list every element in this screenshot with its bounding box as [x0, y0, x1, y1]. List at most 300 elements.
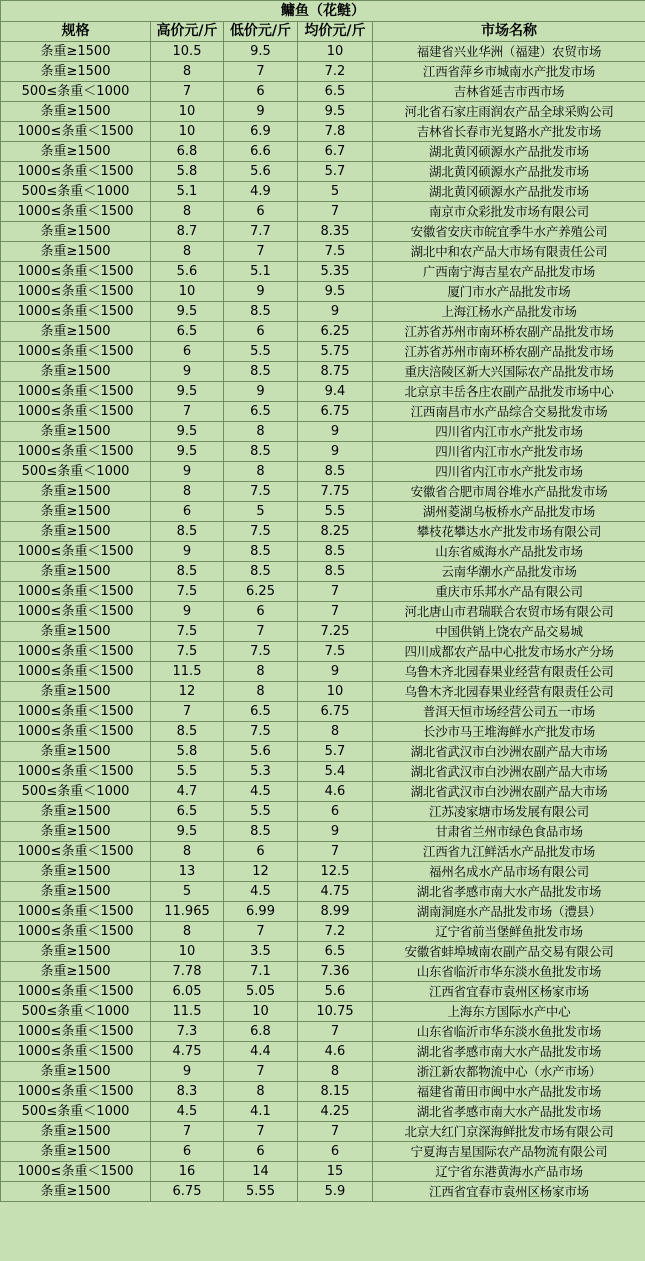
cell-high-price: 10 — [151, 282, 224, 302]
table-title: 鳙鱼（花鲢） — [1, 1, 645, 22]
cell-avg-price: 6.5 — [298, 82, 373, 102]
cell-market-name: 江苏省苏州市南环桥农副产品批发市场 — [373, 342, 645, 362]
cell-market-name: 浙江新农都物流中心（水产市场） — [373, 1062, 645, 1082]
cell-spec: 1000≤条重＜1500 — [1, 162, 151, 182]
table-row — [1, 942, 645, 962]
table-row — [1, 142, 645, 162]
table-row — [1, 642, 645, 662]
cell-avg-price: 9.5 — [298, 102, 373, 122]
table-row — [1, 42, 645, 62]
table-row — [1, 702, 645, 722]
cell-avg-price: 7.36 — [298, 962, 373, 982]
cell-avg-price: 7.2 — [298, 922, 373, 942]
cell-low-price: 4.5 — [224, 782, 298, 802]
table-row — [1, 822, 645, 842]
cell-market-name: 湖北黄冈硕源水产品批发市场 — [373, 142, 645, 162]
cell-high-price: 5.8 — [151, 742, 224, 762]
table-row — [1, 362, 645, 382]
table-row — [1, 1142, 645, 1162]
cell-market-name: 江苏凌家塘市场发展有限公司 — [373, 802, 645, 822]
table-row — [1, 1042, 645, 1062]
table-row — [1, 1162, 645, 1182]
table-row — [1, 562, 645, 582]
title-row — [1, 1, 645, 22]
cell-avg-price: 7 — [298, 1122, 373, 1142]
table-row — [1, 542, 645, 562]
cell-market-name: 吉林省延吉市西市场 — [373, 82, 645, 102]
cell-market-name: 安徽省蚌埠城南农副产品交易有限公司 — [373, 942, 645, 962]
cell-market-name: 攀枝花攀达水产批发市场有限公司 — [373, 522, 645, 542]
table-row — [1, 322, 645, 342]
cell-spec: 1000≤条重＜1500 — [1, 122, 151, 142]
header-market-name: 市场名称 — [373, 22, 645, 42]
cell-market-name: 湖州菱湖乌板桥水产品批发市场 — [373, 502, 645, 522]
cell-low-price: 8.5 — [224, 362, 298, 382]
cell-avg-price: 7 — [298, 1022, 373, 1042]
table-row — [1, 1082, 645, 1102]
header-high-price: 高价元/斤 — [151, 22, 224, 42]
cell-low-price: 9 — [224, 282, 298, 302]
cell-low-price: 7 — [224, 622, 298, 642]
cell-spec: 条重≥1500 — [1, 822, 151, 842]
cell-high-price: 5.1 — [151, 182, 224, 202]
cell-low-price: 4.9 — [224, 182, 298, 202]
cell-avg-price: 7.75 — [298, 482, 373, 502]
cell-low-price: 3.5 — [224, 942, 298, 962]
cell-low-price: 7 — [224, 922, 298, 942]
cell-market-name: 江西省宜春市袁州区杨家市场 — [373, 1182, 645, 1202]
cell-avg-price: 5.9 — [298, 1182, 373, 1202]
cell-high-price: 13 — [151, 862, 224, 882]
cell-avg-price: 6.75 — [298, 402, 373, 422]
header-low-price: 低价元/斤 — [224, 22, 298, 42]
cell-high-price: 7 — [151, 402, 224, 422]
cell-market-name: 吉林省长春市光复路水产批发市场 — [373, 122, 645, 142]
cell-low-price: 8 — [224, 462, 298, 482]
cell-high-price: 6.8 — [151, 142, 224, 162]
table-body — [1, 42, 645, 1202]
cell-avg-price: 8.5 — [298, 462, 373, 482]
cell-avg-price: 9 — [298, 302, 373, 322]
cell-high-price: 9 — [151, 542, 224, 562]
table-row — [1, 1182, 645, 1202]
cell-avg-price: 6.5 — [298, 942, 373, 962]
cell-low-price: 5.1 — [224, 262, 298, 282]
cell-low-price: 8 — [224, 662, 298, 682]
cell-spec: 条重≥1500 — [1, 362, 151, 382]
cell-market-name: 江西南昌市水产品综合交易批发市场 — [373, 402, 645, 422]
cell-avg-price: 9.4 — [298, 382, 373, 402]
cell-spec: 条重≥1500 — [1, 962, 151, 982]
table-row — [1, 682, 645, 702]
cell-low-price: 6.5 — [224, 402, 298, 422]
cell-low-price: 5 — [224, 502, 298, 522]
table-row — [1, 342, 645, 362]
table-row — [1, 1022, 645, 1042]
header-row — [1, 22, 645, 42]
cell-low-price: 9.5 — [224, 42, 298, 62]
cell-low-price: 7.5 — [224, 642, 298, 662]
cell-spec: 500≤条重＜1000 — [1, 1002, 151, 1022]
cell-spec: 条重≥1500 — [1, 562, 151, 582]
cell-market-name: 福州名成水产品市场有限公司 — [373, 862, 645, 882]
table-row — [1, 762, 645, 782]
cell-spec: 500≤条重＜1000 — [1, 1102, 151, 1122]
cell-avg-price: 9 — [298, 442, 373, 462]
cell-market-name: 江苏省苏州市南环桥农副产品批发市场 — [373, 322, 645, 342]
cell-low-price: 7 — [224, 1122, 298, 1142]
cell-low-price: 9 — [224, 382, 298, 402]
cell-spec: 条重≥1500 — [1, 1142, 151, 1162]
table-row — [1, 622, 645, 642]
cell-high-price: 10 — [151, 942, 224, 962]
cell-market-name: 云南华潮水产品批发市场 — [373, 562, 645, 582]
cell-high-price: 6.5 — [151, 322, 224, 342]
cell-low-price: 5.5 — [224, 342, 298, 362]
cell-high-price: 5.8 — [151, 162, 224, 182]
cell-spec: 1000≤条重＜1500 — [1, 842, 151, 862]
cell-spec: 1000≤条重＜1500 — [1, 702, 151, 722]
cell-market-name: 重庆市乐邦水产品有限公司 — [373, 582, 645, 602]
cell-avg-price: 7.25 — [298, 622, 373, 642]
cell-market-name: 山东省威海水产品批发市场 — [373, 542, 645, 562]
cell-spec: 条重≥1500 — [1, 222, 151, 242]
cell-spec: 1000≤条重＜1500 — [1, 922, 151, 942]
cell-spec: 500≤条重＜1000 — [1, 462, 151, 482]
cell-market-name: 湖北省武汉市白沙洲农副产品大市场 — [373, 782, 645, 802]
table-row — [1, 802, 645, 822]
cell-market-name: 南京市众彩批发市场有限公司 — [373, 202, 645, 222]
cell-low-price: 6.8 — [224, 1022, 298, 1042]
cell-high-price: 6.75 — [151, 1182, 224, 1202]
table-row — [1, 662, 645, 682]
cell-avg-price: 9 — [298, 422, 373, 442]
cell-market-name: 上海江杨水产品批发市场 — [373, 302, 645, 322]
cell-low-price: 14 — [224, 1162, 298, 1182]
cell-low-price: 7 — [224, 62, 298, 82]
cell-low-price: 6.9 — [224, 122, 298, 142]
cell-avg-price: 5.7 — [298, 162, 373, 182]
cell-low-price: 6.5 — [224, 702, 298, 722]
cell-market-name: 安徽省安庆市皖宜季牛水产养殖公司 — [373, 222, 645, 242]
cell-market-name: 江西省宜春市袁州区杨家市场 — [373, 982, 645, 1002]
cell-spec: 1000≤条重＜1500 — [1, 602, 151, 622]
cell-market-name: 湖北省孝感市南大水产品批发市场 — [373, 1042, 645, 1062]
cell-high-price: 7.5 — [151, 582, 224, 602]
cell-low-price: 7.5 — [224, 722, 298, 742]
cell-low-price: 7 — [224, 1062, 298, 1082]
cell-avg-price: 5.7 — [298, 742, 373, 762]
cell-market-name: 广西南宁海吉星农产品批发市场 — [373, 262, 645, 282]
cell-market-name: 四川省内江市水产批发市场 — [373, 442, 645, 462]
cell-avg-price: 5.6 — [298, 982, 373, 1002]
cell-market-name: 湖北黄冈硕源水产品批发市场 — [373, 162, 645, 182]
cell-low-price: 8.5 — [224, 442, 298, 462]
cell-high-price: 11.965 — [151, 902, 224, 922]
cell-spec: 1000≤条重＜1500 — [1, 282, 151, 302]
table-row — [1, 1062, 645, 1082]
cell-low-price: 8.5 — [224, 302, 298, 322]
cell-avg-price: 10.75 — [298, 1002, 373, 1022]
table-row — [1, 502, 645, 522]
cell-high-price: 8 — [151, 62, 224, 82]
table-row — [1, 1122, 645, 1142]
table-row — [1, 302, 645, 322]
cell-spec: 1000≤条重＜1500 — [1, 1042, 151, 1062]
cell-avg-price: 4.25 — [298, 1102, 373, 1122]
cell-market-name: 湖北省武汉市白沙洲农副产品大市场 — [373, 742, 645, 762]
header-spec: 规格 — [1, 22, 151, 42]
cell-market-name: 乌鲁木齐北园春果业经营有限责任公司 — [373, 662, 645, 682]
cell-market-name: 山东省临沂市华东淡水鱼批发市场 — [373, 1022, 645, 1042]
cell-low-price: 4.4 — [224, 1042, 298, 1062]
cell-avg-price: 8 — [298, 1062, 373, 1082]
cell-market-name: 湖北省武汉市白沙洲农副产品大市场 — [373, 762, 645, 782]
cell-market-name: 江西省九江鲜活水产品批发市场 — [373, 842, 645, 862]
cell-low-price: 5.55 — [224, 1182, 298, 1202]
cell-high-price: 6.5 — [151, 802, 224, 822]
cell-high-price: 8.5 — [151, 522, 224, 542]
cell-high-price: 7 — [151, 702, 224, 722]
cell-spec: 条重≥1500 — [1, 682, 151, 702]
cell-low-price: 7.1 — [224, 962, 298, 982]
cell-low-price: 6 — [224, 322, 298, 342]
cell-market-name: 湖北黄冈硕源水产品批发市场 — [373, 182, 645, 202]
cell-spec: 1000≤条重＜1500 — [1, 542, 151, 562]
cell-low-price: 6 — [224, 82, 298, 102]
cell-avg-price: 6.7 — [298, 142, 373, 162]
cell-low-price: 8 — [224, 422, 298, 442]
table-row — [1, 462, 645, 482]
cell-market-name: 湖北省孝感市南大水产品批发市场 — [373, 882, 645, 902]
table-row — [1, 782, 645, 802]
table-row — [1, 842, 645, 862]
cell-spec: 条重≥1500 — [1, 242, 151, 262]
cell-high-price: 8.5 — [151, 562, 224, 582]
cell-low-price: 5.6 — [224, 742, 298, 762]
cell-market-name: 普洱天恒市场经营公司五一市场 — [373, 702, 645, 722]
cell-avg-price: 9.5 — [298, 282, 373, 302]
cell-high-price: 11.5 — [151, 1002, 224, 1022]
cell-high-price: 9.5 — [151, 382, 224, 402]
cell-spec: 500≤条重＜1000 — [1, 182, 151, 202]
cell-avg-price: 8.99 — [298, 902, 373, 922]
cell-low-price: 8.5 — [224, 822, 298, 842]
cell-low-price: 4.5 — [224, 882, 298, 902]
cell-high-price: 9 — [151, 1062, 224, 1082]
cell-market-name: 江西省萍乡市城南水产批发市场 — [373, 62, 645, 82]
cell-market-name: 河北省石家庄雨润农产品全球采购公司 — [373, 102, 645, 122]
cell-low-price: 5.05 — [224, 982, 298, 1002]
table-row — [1, 162, 645, 182]
cell-low-price: 7.5 — [224, 522, 298, 542]
cell-low-price: 7.5 — [224, 482, 298, 502]
cell-spec: 1000≤条重＜1500 — [1, 302, 151, 322]
cell-spec: 条重≥1500 — [1, 742, 151, 762]
cell-avg-price: 8 — [298, 722, 373, 742]
cell-spec: 条重≥1500 — [1, 102, 151, 122]
table-row — [1, 282, 645, 302]
cell-high-price: 7 — [151, 82, 224, 102]
cell-spec: 1000≤条重＜1500 — [1, 582, 151, 602]
cell-market-name: 北京大红门京深海鲜批发市场有限公司 — [373, 1122, 645, 1142]
cell-avg-price: 15 — [298, 1162, 373, 1182]
cell-low-price: 6 — [224, 842, 298, 862]
cell-market-name: 辽宁省东港黄海水产品市场 — [373, 1162, 645, 1182]
cell-market-name: 中国供销上饶农产品交易城 — [373, 622, 645, 642]
cell-market-name: 上海东方国际水产中心 — [373, 1002, 645, 1022]
cell-high-price: 8.7 — [151, 222, 224, 242]
cell-high-price: 9.5 — [151, 442, 224, 462]
table-row — [1, 602, 645, 622]
cell-high-price: 16 — [151, 1162, 224, 1182]
cell-low-price: 6.99 — [224, 902, 298, 922]
cell-high-price: 4.75 — [151, 1042, 224, 1062]
table-row — [1, 582, 645, 602]
table-row — [1, 182, 645, 202]
cell-high-price: 5.5 — [151, 762, 224, 782]
cell-low-price: 5.3 — [224, 762, 298, 782]
cell-market-name: 四川省内江市水产批发市场 — [373, 422, 645, 442]
cell-low-price: 6 — [224, 1142, 298, 1162]
cell-market-name: 乌鲁木齐北园春果业经营有限责任公司 — [373, 682, 645, 702]
cell-low-price: 4.1 — [224, 1102, 298, 1122]
cell-avg-price: 6.25 — [298, 322, 373, 342]
cell-market-name: 湖北中和农产品大市场有限责任公司 — [373, 242, 645, 262]
table-row — [1, 442, 645, 462]
cell-high-price: 9 — [151, 362, 224, 382]
cell-avg-price: 10 — [298, 42, 373, 62]
table-row — [1, 1102, 645, 1122]
cell-avg-price: 7.2 — [298, 62, 373, 82]
cell-high-price: 12 — [151, 682, 224, 702]
cell-low-price: 5.5 — [224, 802, 298, 822]
cell-spec: 1000≤条重＜1500 — [1, 722, 151, 742]
cell-high-price: 10.5 — [151, 42, 224, 62]
cell-avg-price: 7 — [298, 202, 373, 222]
cell-high-price: 10 — [151, 102, 224, 122]
cell-spec: 1000≤条重＜1500 — [1, 1162, 151, 1182]
cell-spec: 条重≥1500 — [1, 482, 151, 502]
cell-high-price: 6 — [151, 342, 224, 362]
table-row — [1, 482, 645, 502]
cell-spec: 条重≥1500 — [1, 1062, 151, 1082]
cell-avg-price: 5 — [298, 182, 373, 202]
cell-high-price: 5.6 — [151, 262, 224, 282]
table-row — [1, 742, 645, 762]
table-row — [1, 82, 645, 102]
cell-high-price: 8 — [151, 922, 224, 942]
cell-low-price: 6 — [224, 202, 298, 222]
cell-market-name: 河北唐山市君瑞联合农贸市场有限公司 — [373, 602, 645, 622]
cell-spec: 1000≤条重＜1500 — [1, 202, 151, 222]
cell-spec: 条重≥1500 — [1, 622, 151, 642]
cell-low-price: 9 — [224, 102, 298, 122]
cell-high-price: 9.5 — [151, 302, 224, 322]
table-row — [1, 902, 645, 922]
cell-market-name: 北京京丰岳各庄农副产品批发市场中心 — [373, 382, 645, 402]
cell-spec: 条重≥1500 — [1, 1122, 151, 1142]
cell-spec: 条重≥1500 — [1, 142, 151, 162]
table-row — [1, 862, 645, 882]
cell-high-price: 6 — [151, 502, 224, 522]
cell-spec: 1000≤条重＜1500 — [1, 762, 151, 782]
cell-spec: 条重≥1500 — [1, 882, 151, 902]
cell-high-price: 7.5 — [151, 642, 224, 662]
cell-avg-price: 5.75 — [298, 342, 373, 362]
table-row — [1, 382, 645, 402]
cell-spec: 条重≥1500 — [1, 942, 151, 962]
cell-spec: 1000≤条重＜1500 — [1, 1022, 151, 1042]
cell-spec: 1000≤条重＜1500 — [1, 342, 151, 362]
cell-market-name: 山东省临沂市华东淡水鱼批发市场 — [373, 962, 645, 982]
cell-low-price: 7 — [224, 242, 298, 262]
cell-spec: 500≤条重＜1000 — [1, 82, 151, 102]
cell-low-price: 8.5 — [224, 542, 298, 562]
cell-market-name: 安徽省合肥市周谷堆水产品批发市场 — [373, 482, 645, 502]
cell-market-name: 湖北省孝感市南大水产品批发市场 — [373, 1102, 645, 1122]
cell-avg-price: 8.35 — [298, 222, 373, 242]
cell-avg-price: 7.8 — [298, 122, 373, 142]
cell-low-price: 6.25 — [224, 582, 298, 602]
cell-avg-price: 6 — [298, 802, 373, 822]
cell-spec: 500≤条重＜1000 — [1, 782, 151, 802]
cell-spec: 条重≥1500 — [1, 42, 151, 62]
cell-high-price: 5 — [151, 882, 224, 902]
cell-avg-price: 8.75 — [298, 362, 373, 382]
cell-avg-price: 4.6 — [298, 1042, 373, 1062]
cell-high-price: 7 — [151, 1122, 224, 1142]
cell-low-price: 6 — [224, 602, 298, 622]
cell-avg-price: 7.5 — [298, 642, 373, 662]
cell-spec: 1000≤条重＜1500 — [1, 902, 151, 922]
cell-avg-price: 8.25 — [298, 522, 373, 542]
table-row — [1, 922, 645, 942]
cell-high-price: 4.7 — [151, 782, 224, 802]
cell-high-price: 6.05 — [151, 982, 224, 1002]
cell-spec: 条重≥1500 — [1, 62, 151, 82]
cell-high-price: 9.5 — [151, 422, 224, 442]
header-avg-price: 均价元/斤 — [298, 22, 373, 42]
cell-market-name: 福建省兴业华洲（福建）农贸市场 — [373, 42, 645, 62]
cell-spec: 1000≤条重＜1500 — [1, 262, 151, 282]
table-row — [1, 882, 645, 902]
cell-market-name: 重庆涪陵区新大兴国际农产品批发市场 — [373, 362, 645, 382]
cell-avg-price: 6 — [298, 1142, 373, 1162]
cell-high-price: 8 — [151, 842, 224, 862]
cell-spec: 条重≥1500 — [1, 862, 151, 882]
cell-avg-price: 4.75 — [298, 882, 373, 902]
cell-spec: 条重≥1500 — [1, 422, 151, 442]
cell-spec: 1000≤条重＜1500 — [1, 1082, 151, 1102]
cell-avg-price: 10 — [298, 682, 373, 702]
cell-avg-price: 5.4 — [298, 762, 373, 782]
cell-avg-price: 7 — [298, 602, 373, 622]
cell-high-price: 8.5 — [151, 722, 224, 742]
table-row — [1, 962, 645, 982]
cell-market-name: 辽宁省前当堡鲜鱼批发市场 — [373, 922, 645, 942]
cell-avg-price: 5.5 — [298, 502, 373, 522]
cell-spec: 条重≥1500 — [1, 502, 151, 522]
cell-low-price: 6.6 — [224, 142, 298, 162]
table-row — [1, 102, 645, 122]
cell-avg-price: 9 — [298, 662, 373, 682]
cell-low-price: 7.7 — [224, 222, 298, 242]
cell-market-name: 长沙市马王堆海鲜水产批发市场 — [373, 722, 645, 742]
table-row — [1, 422, 645, 442]
cell-market-name: 湖南洞庭水产品批发市场（澧县） — [373, 902, 645, 922]
cell-avg-price: 4.6 — [298, 782, 373, 802]
